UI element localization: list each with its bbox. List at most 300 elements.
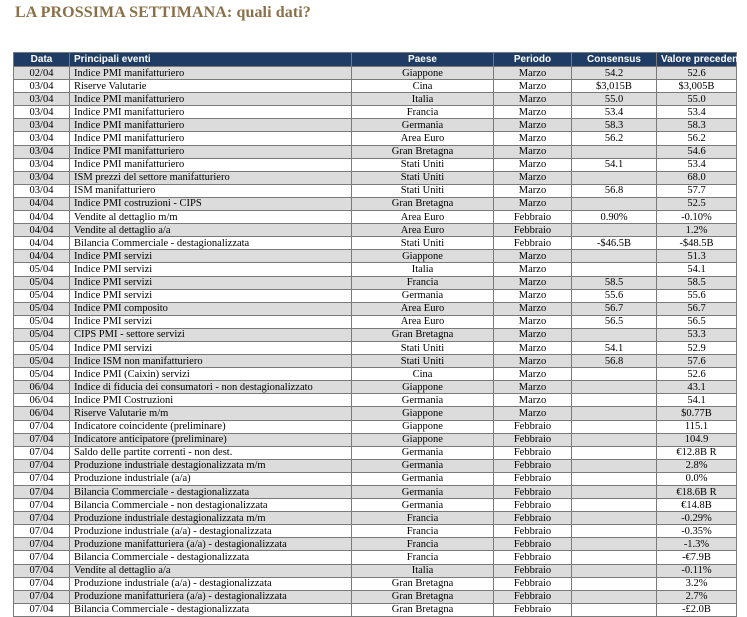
cell-date: 04/04 [14,224,70,237]
cell-country: Germania [352,472,494,485]
cell-country: Gran Bretagna [352,590,494,603]
cell-period: Marzo [494,394,572,407]
table-row [14,355,737,368]
cell-country: Germania [352,119,494,132]
cell-consensus: 54.1 [572,158,657,171]
table-row [14,525,737,538]
table-row [14,368,737,381]
cell-period: Febbraio [494,486,572,499]
cell-event: Indice PMI manifatturiero [70,132,352,145]
cell-previous: 53.4 [657,106,737,119]
cell-consensus [572,420,657,433]
table-row [14,341,737,354]
cell-event: Produzione manifatturiera (a/a) - destagionalizzata [70,590,352,603]
cell-date: 03/04 [14,132,70,145]
cell-period: Febbraio [494,590,572,603]
cell-consensus [572,145,657,158]
cell-date: 07/04 [14,446,70,459]
cell-country: Francia [352,106,494,119]
column-header-period: Periodo [494,53,572,67]
cell-country: Stati Uniti [352,158,494,171]
cell-date: 07/04 [14,551,70,564]
cell-date: 03/04 [14,158,70,171]
cell-event: Indice di fiducia dei consumatori - non destagionalizzato [70,381,352,394]
cell-period: Marzo [494,132,572,145]
cell-date: 05/04 [14,276,70,289]
table-row [14,407,737,420]
cell-period: Marzo [494,67,572,80]
cell-date: 07/04 [14,486,70,499]
cell-previous: -€7.9B [657,551,737,564]
page-title: LA PROSSIMA SETTIMANA: quali dati? [15,4,311,21]
cell-event: Indice PMI servizi [70,250,352,263]
cell-previous: 52.5 [657,197,737,210]
table-row [14,145,737,158]
cell-period: Marzo [494,355,572,368]
cell-country: Francia [352,276,494,289]
cell-period: Febbraio [494,538,572,551]
cell-period: Marzo [494,263,572,276]
cell-consensus [572,525,657,538]
cell-date: 05/04 [14,263,70,276]
cell-consensus: 54.1 [572,341,657,354]
cell-previous: 2.7% [657,590,737,603]
cell-consensus: 58.5 [572,276,657,289]
cell-country: Gran Bretagna [352,603,494,616]
cell-previous: 54.6 [657,145,737,158]
cell-period: Marzo [494,328,572,341]
cell-event: Vendite al dettaglio a/a [70,564,352,577]
cell-date: 07/04 [14,433,70,446]
table-row [14,211,737,224]
cell-period: Marzo [494,407,572,420]
table-row [14,328,737,341]
cell-country: Area Euro [352,315,494,328]
cell-period: Marzo [494,197,572,210]
cell-previous: -£2.0B [657,603,737,616]
cell-event: Indice PMI servizi [70,276,352,289]
cell-previous: 52.9 [657,341,737,354]
cell-previous: 104.9 [657,433,737,446]
cell-consensus: 55.6 [572,289,657,302]
column-header-country: Paese [352,53,494,67]
cell-country: Cina [352,80,494,93]
cell-consensus [572,446,657,459]
cell-period: Febbraio [494,420,572,433]
cell-country: Giappone [352,250,494,263]
cell-period: Febbraio [494,512,572,525]
cell-event: Indice PMI Costruzioni [70,394,352,407]
cell-date: 03/04 [14,145,70,158]
cell-country: Germania [352,446,494,459]
table-body [14,67,737,617]
cell-country: Germania [352,289,494,302]
cell-period: Marzo [494,158,572,171]
cell-period: Febbraio [494,459,572,472]
cell-period: Febbraio [494,211,572,224]
table-row [14,276,737,289]
column-header-event: Principali eventi [70,53,352,67]
cell-previous: 54.1 [657,394,737,407]
cell-event: Indice PMI costruzioni - CIPS [70,197,352,210]
cell-consensus [572,368,657,381]
cell-consensus [572,381,657,394]
cell-event: Riserve Valutarie m/m [70,407,352,420]
cell-country: Giappone [352,381,494,394]
cell-consensus [572,472,657,485]
cell-country: Stati Uniti [352,237,494,250]
cell-consensus: 56.8 [572,355,657,368]
cell-date: 02/04 [14,67,70,80]
table-row [14,538,737,551]
cell-country: Francia [352,525,494,538]
cell-consensus: 55.0 [572,93,657,106]
cell-previous: 57.7 [657,184,737,197]
cell-period: Marzo [494,145,572,158]
cell-event: Produzione industriale (a/a) [70,472,352,485]
table-row [14,158,737,171]
cell-previous: 43.1 [657,381,737,394]
table-row [14,302,737,315]
cell-consensus [572,577,657,590]
cell-date: 06/04 [14,407,70,420]
cell-event: Indice PMI manifatturiero [70,158,352,171]
cell-previous: €14.8B [657,499,737,512]
cell-country: Italia [352,93,494,106]
cell-previous: 52.6 [657,368,737,381]
cell-previous: -0.35% [657,525,737,538]
cell-date: 06/04 [14,394,70,407]
cell-previous: -0.29% [657,512,737,525]
cell-event: Bilancia Commerciale - destagionalizzata [70,486,352,499]
table-row [14,67,737,80]
cell-consensus [572,328,657,341]
cell-consensus: 54.2 [572,67,657,80]
cell-date: 07/04 [14,525,70,538]
table-row [14,499,737,512]
cell-date: 05/04 [14,355,70,368]
cell-previous: 54.1 [657,263,737,276]
table-row [14,486,737,499]
cell-date: 05/04 [14,302,70,315]
cell-consensus [572,486,657,499]
cell-date: 07/04 [14,538,70,551]
cell-previous: €18.6B R [657,486,737,499]
cell-country: Area Euro [352,211,494,224]
table-row [14,459,737,472]
cell-event: Indice PMI manifatturiero [70,106,352,119]
cell-date: 05/04 [14,289,70,302]
cell-period: Febbraio [494,237,572,250]
table-row [14,106,737,119]
cell-period: Febbraio [494,551,572,564]
cell-event: Indice PMI manifatturiero [70,145,352,158]
cell-period: Marzo [494,93,572,106]
cell-consensus: $3,015B [572,80,657,93]
cell-previous: 55.6 [657,289,737,302]
cell-country: Gran Bretagna [352,197,494,210]
cell-period: Marzo [494,381,572,394]
table-row [14,315,737,328]
table-row [14,171,737,184]
cell-country: Giappone [352,420,494,433]
cell-date: 07/04 [14,577,70,590]
cell-period: Marzo [494,289,572,302]
table-row [14,263,737,276]
cell-date: 03/04 [14,119,70,132]
cell-event: Indice PMI manifatturiero [70,119,352,132]
cell-previous: 0.0% [657,472,737,485]
cell-consensus: 56.5 [572,315,657,328]
cell-date: 07/04 [14,459,70,472]
cell-date: 05/04 [14,368,70,381]
cell-event: Indice PMI servizi [70,315,352,328]
cell-event: Indice PMI composito [70,302,352,315]
cell-consensus [572,538,657,551]
cell-event: Indice PMI manifatturiero [70,67,352,80]
cell-previous: 58.3 [657,119,737,132]
cell-period: Febbraio [494,499,572,512]
cell-previous: 52.6 [657,67,737,80]
cell-country: Area Euro [352,302,494,315]
cell-date: 05/04 [14,315,70,328]
cell-consensus [572,171,657,184]
table-row [14,289,737,302]
table-row [14,184,737,197]
table-row [14,119,737,132]
cell-date: 03/04 [14,184,70,197]
cell-date: 03/04 [14,171,70,184]
cell-period: Febbraio [494,433,572,446]
column-header-consensus: Consensus [572,53,657,67]
cell-country: Gran Bretagna [352,577,494,590]
cell-country: Francia [352,538,494,551]
cell-date: 05/04 [14,341,70,354]
cell-event: Bilancia Commerciale - destagionalizzata [70,603,352,616]
cell-country: Giappone [352,433,494,446]
cell-period: Febbraio [494,525,572,538]
cell-date: 04/04 [14,197,70,210]
cell-date: 07/04 [14,603,70,616]
cell-event: Produzione industriale destagionalizzata m/m [70,459,352,472]
cell-consensus: 56.8 [572,184,657,197]
cell-event: Saldo delle partite correnti - non dest. [70,446,352,459]
cell-consensus [572,224,657,237]
cell-previous: 53.4 [657,158,737,171]
cell-previous: 57.6 [657,355,737,368]
cell-event: CIPS PMI - settore servizi [70,328,352,341]
cell-period: Marzo [494,80,572,93]
cell-period: Marzo [494,119,572,132]
table-row [14,433,737,446]
table-row [14,512,737,525]
cell-consensus: 56.7 [572,302,657,315]
cell-country: Germania [352,459,494,472]
cell-previous: €12.8B R [657,446,737,459]
cell-previous: $3,005B [657,80,737,93]
cell-period: Febbraio [494,577,572,590]
cell-date: 07/04 [14,499,70,512]
cell-event: ISM manifatturiero [70,184,352,197]
table-row [14,472,737,485]
cell-previous: 58.5 [657,276,737,289]
cell-event: Indice PMI servizi [70,263,352,276]
cell-date: 04/04 [14,211,70,224]
cell-event: Produzione industriale (a/a) - destagionalizzata [70,525,352,538]
cell-country: Francia [352,551,494,564]
cell-event: Indice PMI servizi [70,341,352,354]
calendar-table-container [13,52,747,617]
cell-consensus: 0.90% [572,211,657,224]
cell-period: Febbraio [494,603,572,616]
cell-event: Riserve Valutarie [70,80,352,93]
cell-consensus [572,394,657,407]
cell-previous: -0.11% [657,564,737,577]
cell-consensus: -$46.5B [572,237,657,250]
cell-previous: 53.3 [657,328,737,341]
table-row [14,564,737,577]
cell-consensus [572,407,657,420]
cell-country: Gran Bretagna [352,145,494,158]
column-header-date: Data [14,53,70,67]
cell-country: Stati Uniti [352,184,494,197]
cell-period: Febbraio [494,224,572,237]
cell-country: Giappone [352,407,494,420]
cell-consensus [572,603,657,616]
cell-date: 05/04 [14,328,70,341]
cell-event: Indice ISM non manifatturiero [70,355,352,368]
cell-event: ISM prezzi del settore manifatturiero [70,171,352,184]
table-row [14,250,737,263]
cell-event: Indice PMI manifatturiero [70,93,352,106]
cell-country: Giappone [352,67,494,80]
cell-period: Marzo [494,184,572,197]
cell-consensus [572,512,657,525]
cell-event: Produzione manifatturiera (a/a) - destagionalizzata [70,538,352,551]
economic-calendar-table [13,52,747,617]
table-row [14,603,737,616]
cell-event: Vendite al dettaglio m/m [70,211,352,224]
cell-period: Marzo [494,302,572,315]
cell-consensus [572,263,657,276]
table-header [14,53,747,67]
cell-date: 04/04 [14,237,70,250]
cell-country: Stati Uniti [352,355,494,368]
table-row [14,132,737,145]
column-header-previous: Valore precedente [657,53,737,67]
cell-period: Marzo [494,341,572,354]
cell-previous: 1.2% [657,224,737,237]
table-row [14,381,737,394]
cell-date: 06/04 [14,381,70,394]
cell-previous: -0.10% [657,211,737,224]
cell-consensus [572,250,657,263]
cell-period: Febbraio [494,472,572,485]
cell-period: Marzo [494,106,572,119]
cell-consensus [572,499,657,512]
cell-country: Italia [352,263,494,276]
cell-period: Febbraio [494,564,572,577]
cell-previous: 56.5 [657,315,737,328]
cell-date: 07/04 [14,420,70,433]
cell-country: Stati Uniti [352,341,494,354]
table-row [14,197,737,210]
cell-consensus [572,197,657,210]
cell-country: Italia [352,564,494,577]
cell-consensus [572,433,657,446]
cell-date: 04/04 [14,250,70,263]
cell-country: Germania [352,486,494,499]
cell-date: 07/04 [14,590,70,603]
cell-previous: 3.2% [657,577,737,590]
cell-date: 07/04 [14,512,70,525]
table-row [14,93,737,106]
cell-event: Indicatore anticipatore (preliminare) [70,433,352,446]
cell-consensus: 53.4 [572,106,657,119]
cell-country: Francia [352,512,494,525]
cell-event: Bilancia Commerciale - non destagionalizzata [70,499,352,512]
cell-previous: 68.0 [657,171,737,184]
table-row [14,80,737,93]
cell-previous: -1.3% [657,538,737,551]
table-row [14,237,737,250]
cell-consensus: 58.3 [572,119,657,132]
cell-previous: 115.1 [657,420,737,433]
cell-event: Bilancia Commerciale - destagionalizzata [70,237,352,250]
cell-country: Cina [352,368,494,381]
table-row [14,420,737,433]
cell-country: Gran Bretagna [352,328,494,341]
cell-event: Vendite al dettaglio a/a [70,224,352,237]
cell-event: Indicatore coincidente (preliminare) [70,420,352,433]
table-row [14,551,737,564]
cell-country: Germania [352,394,494,407]
table-row [14,590,737,603]
cell-date: 03/04 [14,80,70,93]
cell-period: Marzo [494,276,572,289]
table-row [14,446,737,459]
cell-period: Marzo [494,368,572,381]
cell-country: Area Euro [352,132,494,145]
cell-consensus [572,564,657,577]
cell-period: Marzo [494,250,572,263]
cell-event: Produzione industriale (a/a) - destagionalizzata [70,577,352,590]
cell-date: 03/04 [14,106,70,119]
cell-event: Bilancia Commerciale - destagionalizzata [70,551,352,564]
cell-previous: 55.0 [657,93,737,106]
cell-date: 07/04 [14,564,70,577]
cell-country: Area Euro [352,224,494,237]
cell-previous: 56.7 [657,302,737,315]
table-row [14,577,737,590]
cell-consensus [572,590,657,603]
cell-date: 03/04 [14,93,70,106]
cell-country: Germania [352,499,494,512]
cell-event: Indice PMI (Caixin) servizi [70,368,352,381]
cell-period: Marzo [494,315,572,328]
cell-date: 07/04 [14,472,70,485]
cell-consensus [572,459,657,472]
cell-country: Stati Uniti [352,171,494,184]
cell-previous: 51.3 [657,250,737,263]
cell-consensus [572,551,657,564]
cell-event: Produzione industriale destagionalizzata m/m [70,512,352,525]
header-row [14,53,737,67]
cell-previous: $0.77B [657,407,737,420]
cell-consensus: 56.2 [572,132,657,145]
table-row [14,394,737,407]
cell-previous: 2.8% [657,459,737,472]
